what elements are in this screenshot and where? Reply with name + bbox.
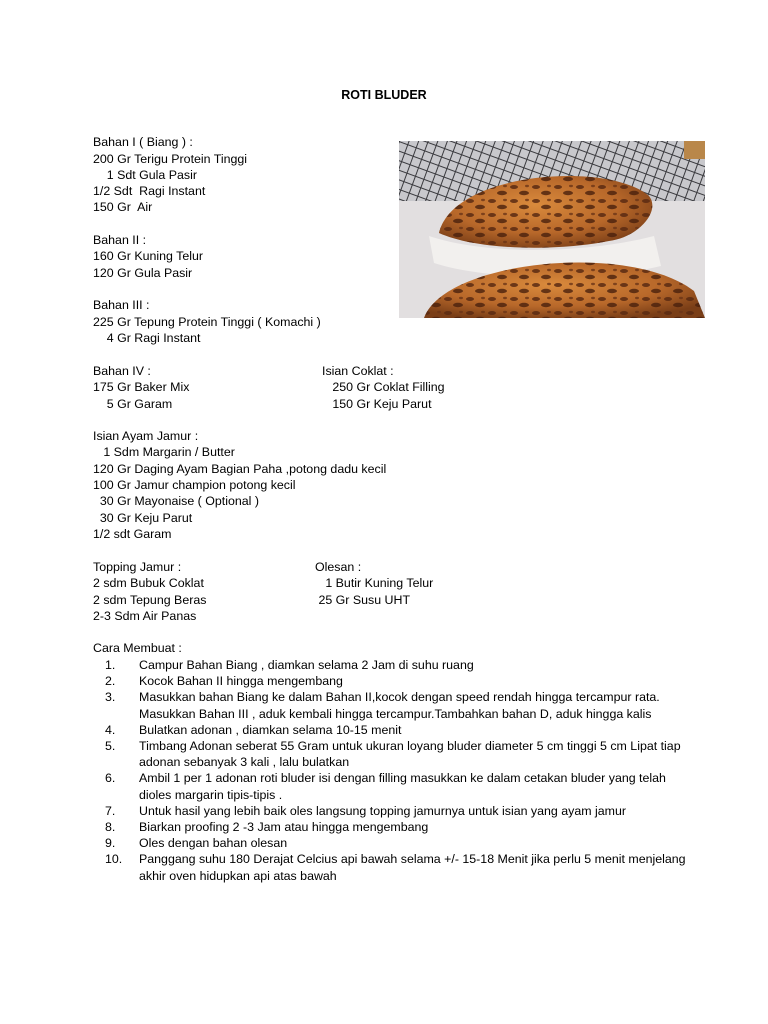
step-text: Campur Bahan Biang , diamkan selama 2 Jam di suhu ruang <box>139 658 474 672</box>
bahan1-line: 200 Gr Terigu Protein Tinggi <box>93 152 248 166</box>
step-item <box>93 770 693 802</box>
step-text: Panggang suhu 180 Derajat Celcius api bawah selama +/- 15-18 Menit jika perlu 5 menit menjelang akhir oven hidupkan api atas bawah <box>139 852 686 883</box>
topping-line: 2-3 Sdm Air Panas <box>93 609 197 623</box>
step-number: 9. <box>105 836 116 851</box>
isian-ayam-line: 30 Gr Mayonaise ( Optional ) <box>93 494 259 508</box>
step-number: 7. <box>105 803 116 818</box>
step-item <box>93 689 693 721</box>
page-title: ROTI BLUDER <box>341 88 427 102</box>
step-item <box>93 673 693 689</box>
step-text: Timbang Adonan seberat 55 Gram untuk ukuran loyang bluder diameter 5 cm tinggi 5 cm Lipat tiap adonan sebanyak 3 kali , lalu bulatkan <box>139 739 681 770</box>
topping-line: 2 sdm Tepung Beras <box>93 593 207 607</box>
step-item <box>93 819 693 835</box>
step-number: 10. <box>105 852 123 867</box>
step-item <box>93 657 693 673</box>
bahan1-line: 1 Sdt Gula Pasir <box>93 168 197 182</box>
topping-heading: Topping Jamur : <box>93 560 182 574</box>
isian-ayam-heading: Isian Ayam Jamur : <box>93 429 199 443</box>
bahan1-line: 1/2 Sdt Ragi Instant <box>93 184 206 198</box>
step-number: 8. <box>105 820 116 835</box>
bahan2-heading: Bahan II : <box>93 233 147 247</box>
step-number: 1. <box>105 658 116 672</box>
step-text: Ambil 1 per 1 adonan roti bluder isi dengan filling masukkan ke dalam cetakan bluder yang telah dioles margarin tipis-tipis . <box>139 771 666 802</box>
isian-ayam-line: 120 Gr Daging Ayam Bagian Paha ,potong dadu kecil <box>93 462 387 476</box>
step-text: Untuk hasil yang lebih baik oles langsung topping jamurnya untuk isian yang ayam jamur <box>139 803 626 818</box>
bahan1-heading: Bahan I ( Biang ) : <box>93 135 193 149</box>
bahan3-line: 225 Gr Tepung Protein Tinggi ( Komachi ) <box>93 315 321 329</box>
step-number: 4. <box>105 722 116 737</box>
isian-coklat-line: 250 Gr Coklat Filling <box>322 380 445 394</box>
olesan-line: 1 Butir Kuning Telur <box>315 576 434 590</box>
step-text: Kocok Bahan II hingga mengembang <box>139 674 343 689</box>
step-text: Oles dengan bahan olesan <box>139 836 288 851</box>
isian-ayam-line: 100 Gr Jamur champion potong kecil <box>93 478 296 492</box>
bahan2-line: 160 Gr Kuning Telur <box>93 249 203 263</box>
olesan-line: 25 Gr Susu UHT <box>315 593 411 607</box>
step-item <box>93 722 693 738</box>
isian-ayam-line: 1/2 sdt Garam <box>93 527 172 541</box>
bahan4-heading: Bahan IV : <box>93 364 151 378</box>
step-text: Bulatkan adonan , diamkan selama 10-15 menit <box>139 722 402 737</box>
isian-ayam-line: 1 Sdm Margarin / Butter <box>93 445 235 459</box>
bahan1-line: 150 Gr Air <box>93 200 153 214</box>
step-item <box>93 738 693 770</box>
step-number: 6. <box>105 771 116 786</box>
isian-ayam-line: 30 Gr Keju Parut <box>93 511 193 525</box>
isian-coklat-line: 150 Gr Keju Parut <box>322 397 432 411</box>
bread-photo <box>399 141 705 318</box>
bahan3-line: 4 Gr Ragi Instant <box>93 331 201 345</box>
step-text: Masukkan bahan Biang ke dalam Bahan II,kocok dengan speed rendah hingga tercampur rata. Masukkan Bahan III , aduk kembali hingga tercampur.Tambahkan bahan D, aduk hingga kalis <box>139 690 660 721</box>
bahan4-line: 5 Gr Garam <box>93 397 173 411</box>
bahan2-line: 120 Gr Gula Pasir <box>93 266 193 280</box>
step-text: Biarkan proofing 2 -3 Jam atau hingga mengembang <box>139 820 429 835</box>
bahan4-line: 175 Gr Baker Mix <box>93 380 190 394</box>
step-item <box>93 851 693 883</box>
steps-list <box>93 657 693 884</box>
step-number: 3. <box>105 690 116 705</box>
bahan3-heading: Bahan III : <box>93 298 150 312</box>
isian-coklat-heading: Isian Coklat : <box>322 364 394 378</box>
step-number: 5. <box>105 739 116 754</box>
steps-heading: Cara Membuat : <box>93 641 182 655</box>
step-item <box>93 835 693 851</box>
topping-line: 2 sdm Bubuk Coklat <box>93 576 204 590</box>
step-number: 2. <box>105 674 116 689</box>
olesan-heading: Olesan : <box>315 560 362 574</box>
step-item <box>93 803 693 819</box>
